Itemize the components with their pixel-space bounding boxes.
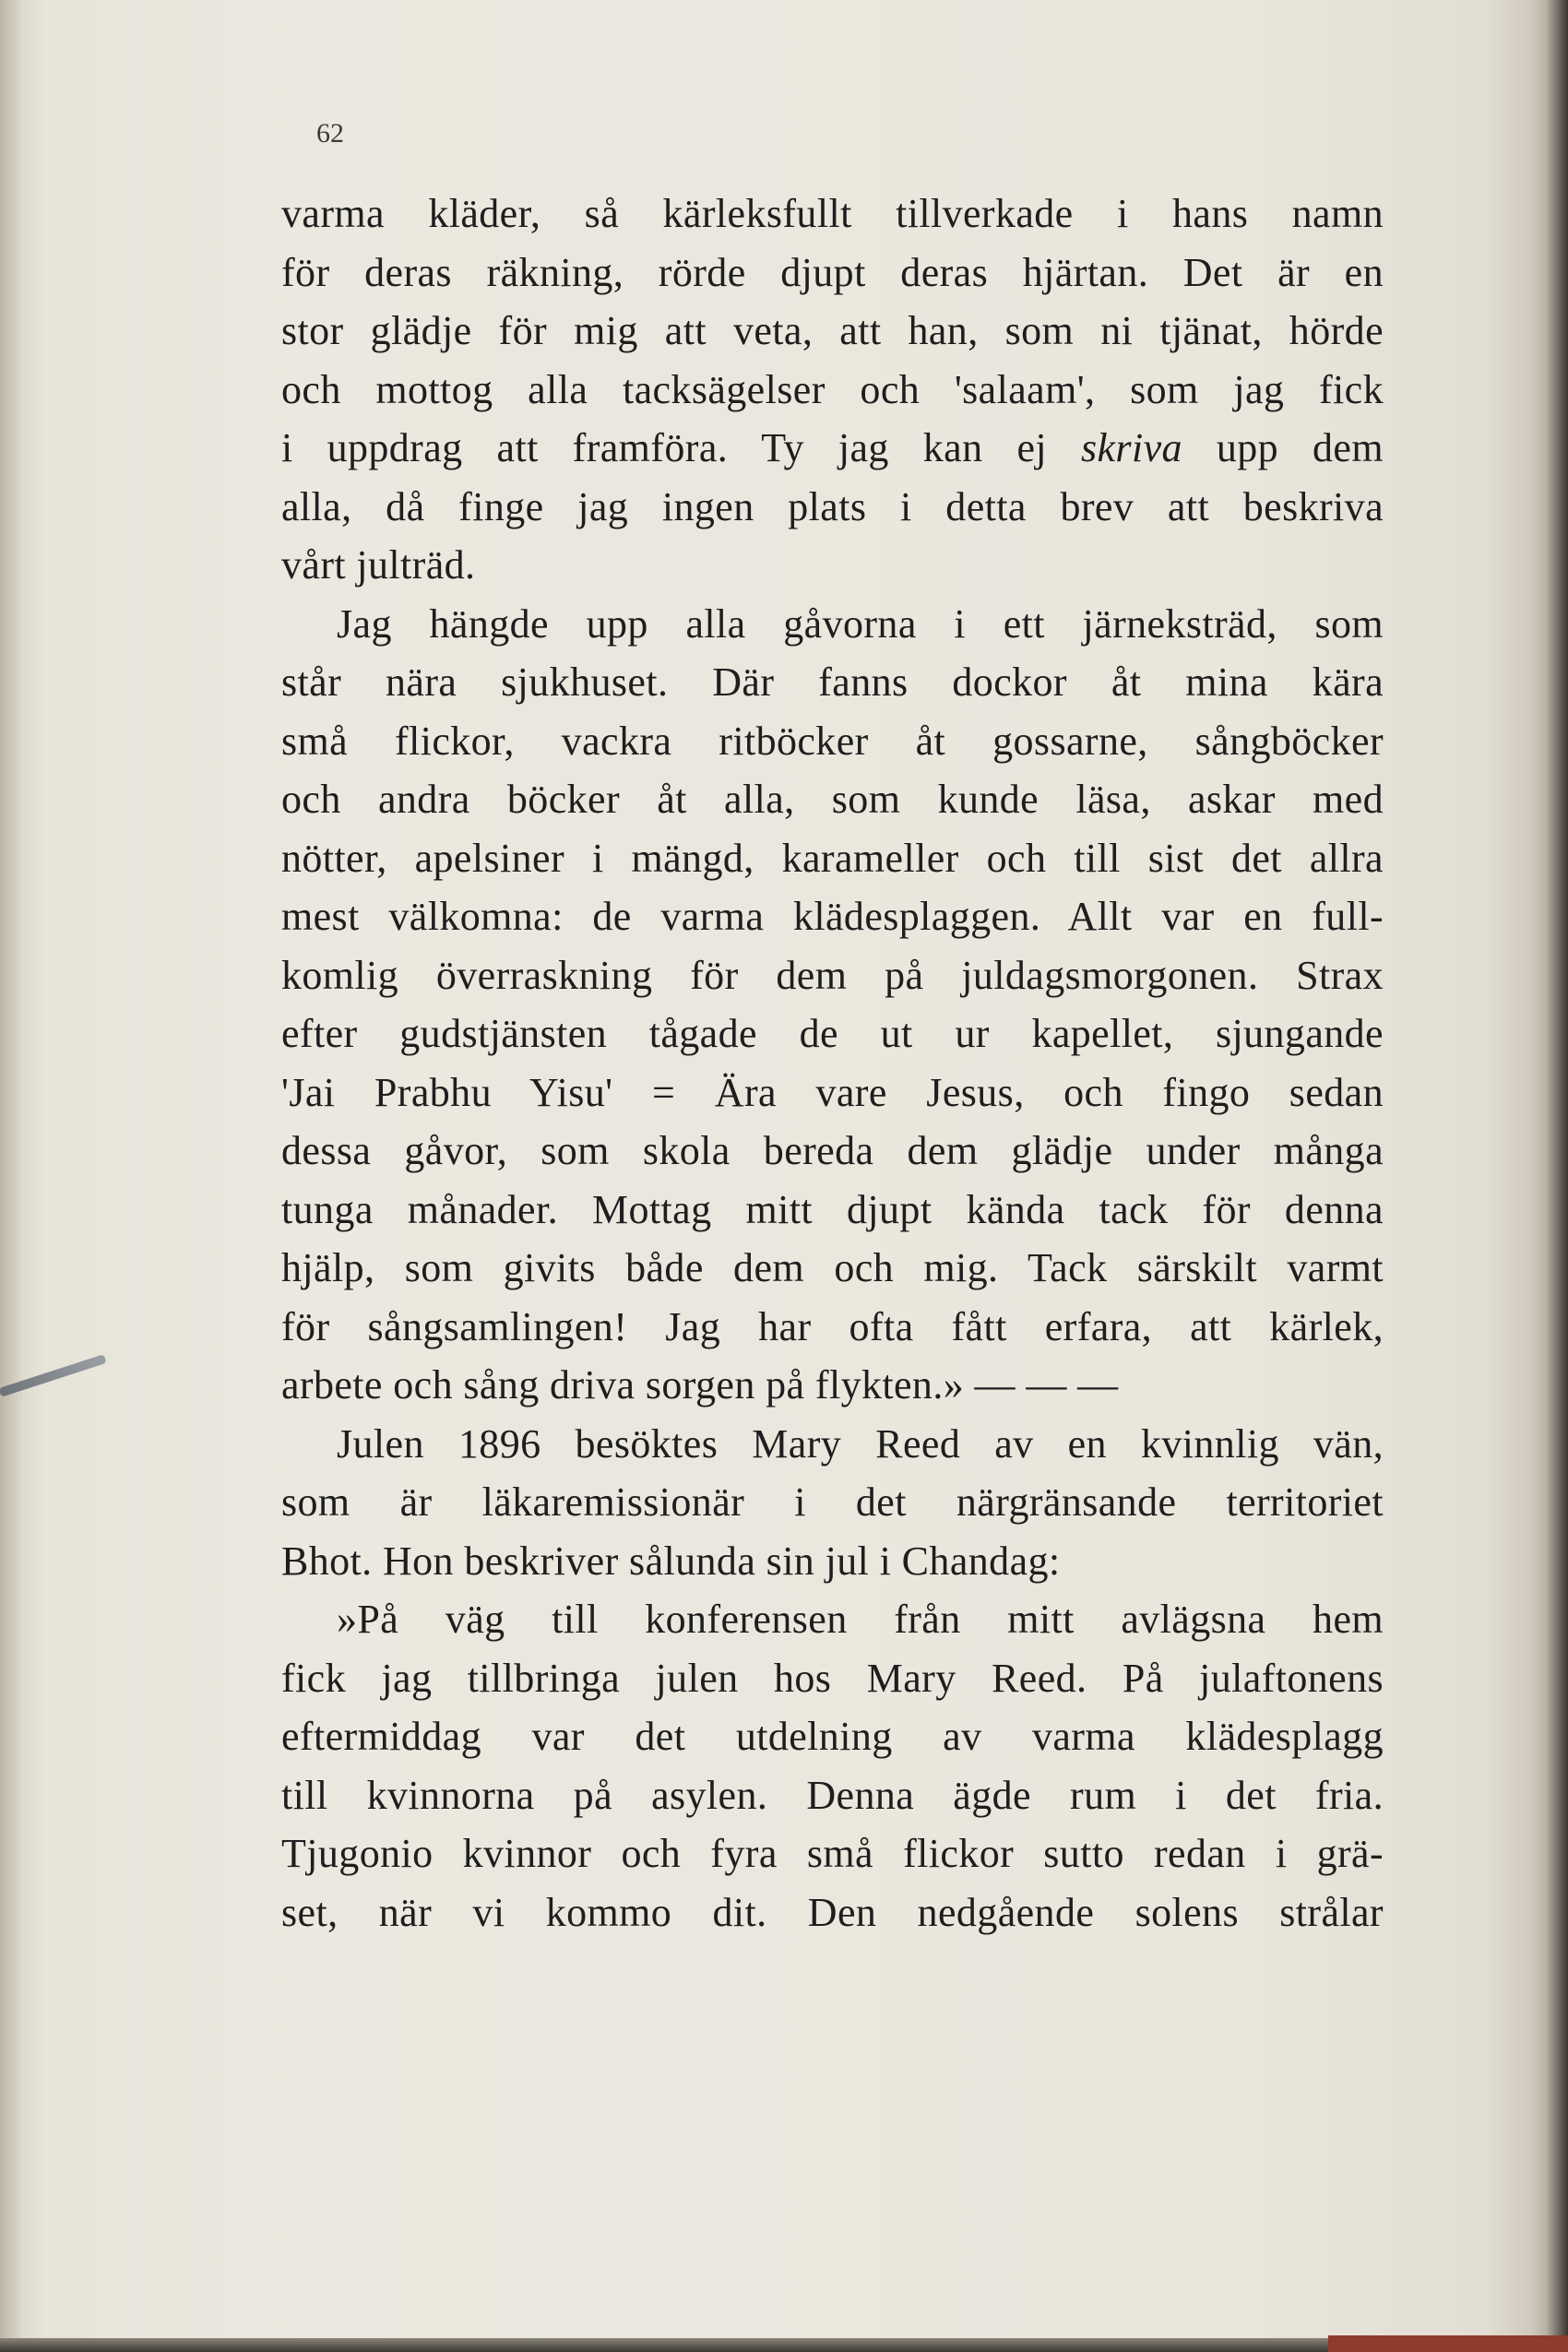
text-line: nötter, apelsiner i mängd, karameller och till sist det allra — [281, 835, 1384, 881]
text-line: efter gudstjänsten tågade de ut ur kapellet, sjungande — [281, 1011, 1384, 1056]
text-line: och mottog alla tacksägelser och 'salaam', som jag fick — [281, 366, 1384, 412]
paragraph — [281, 1590, 1384, 1942]
text-line: Julen 1896 besöktes Mary Reed av en kvinnlig vän, — [337, 1420, 1384, 1467]
book-cover-corner — [1328, 2335, 1568, 2352]
text-line: som är läkaremissionär i det närgränsande territoriet — [281, 1479, 1384, 1525]
paragraph — [281, 595, 1384, 1415]
text-line: fick jag tillbringa julen hos Mary Reed. På julaftonens — [281, 1655, 1384, 1701]
body-text — [281, 184, 1384, 1942]
page-number: 62 — [316, 118, 344, 148]
text-line: komlig överraskning för dem på juldagsmorgonen. Strax — [281, 952, 1384, 998]
text-line: små flickor, vackra ritböcker åt gossarne, sångböcker — [281, 718, 1384, 764]
text-line: Bhot. Hon beskriver sålunda sin jul i Chandag: — [281, 1538, 1061, 1584]
text-line: hjälp, som givits både dem och mig. Tack särskilt varmt — [281, 1245, 1384, 1290]
text-line: eftermiddag var det utdelning av varma klädesplagg — [281, 1714, 1384, 1759]
text-line: Jag hängde upp alla gåvorna i ett järneksträd, som — [337, 600, 1384, 647]
text-line: för sångsamlingen! Jag har ofta fått erfara, att kärlek, — [281, 1303, 1384, 1349]
paragraph — [281, 184, 1384, 595]
text-line: »På väg till konferensen från mitt avlägsna hem — [337, 1597, 1384, 1642]
text-line: står nära sjukhuset. Där fanns dockor åt mina kära — [281, 659, 1384, 705]
text-line: dessa gåvor, som skola bereda dem glädje under många — [281, 1128, 1384, 1173]
text-line: set, när vi kommo dit. Den nedgående solens strålar — [281, 1889, 1384, 1935]
text-line: och andra böcker åt alla, som kunde läsa, askar med — [281, 777, 1384, 822]
text-line: mest välkomna: de varma klädesplaggen. Allt var en full- — [281, 894, 1384, 939]
text-line: i uppdrag att framföra. Ty jag kan ej skriva upp dem — [281, 425, 1384, 470]
page-gutter — [0, 0, 22, 2338]
text-line: 'Jai Prabhu Yisu' = Ära vare Jesus, och fingo sedan — [281, 1069, 1384, 1115]
page-edge-right — [1531, 0, 1568, 2352]
text-line: arbete och sång driva sorgen på flykten.» — — — — [281, 1362, 1119, 1408]
text-line: alla, då finge jag ingen plats i detta brev att beskriva — [281, 483, 1384, 529]
text-line: till kvinnorna på asylen. Denna ägde rum i det fria. — [281, 1772, 1384, 1818]
text-line: Tjugonio kvinnor och fyra små flickor sutto redan i grä- — [281, 1831, 1384, 1876]
text-line: tunga månader. Mottag mitt djupt kända tack för denna — [281, 1186, 1384, 1232]
text-line: varma kläder, så kärleksfullt tillverkade i hans namn — [281, 191, 1384, 236]
text-line: vårt julträd. — [281, 542, 476, 588]
text-line: för deras räkning, rörde djupt deras hjärtan. Det är en — [281, 249, 1384, 295]
text-line: stor glädje för mig att veta, att han, som ni tjänat, hörde — [281, 308, 1384, 353]
emphasized-word: skriva — [1080, 425, 1182, 470]
paragraph — [281, 1415, 1384, 1591]
